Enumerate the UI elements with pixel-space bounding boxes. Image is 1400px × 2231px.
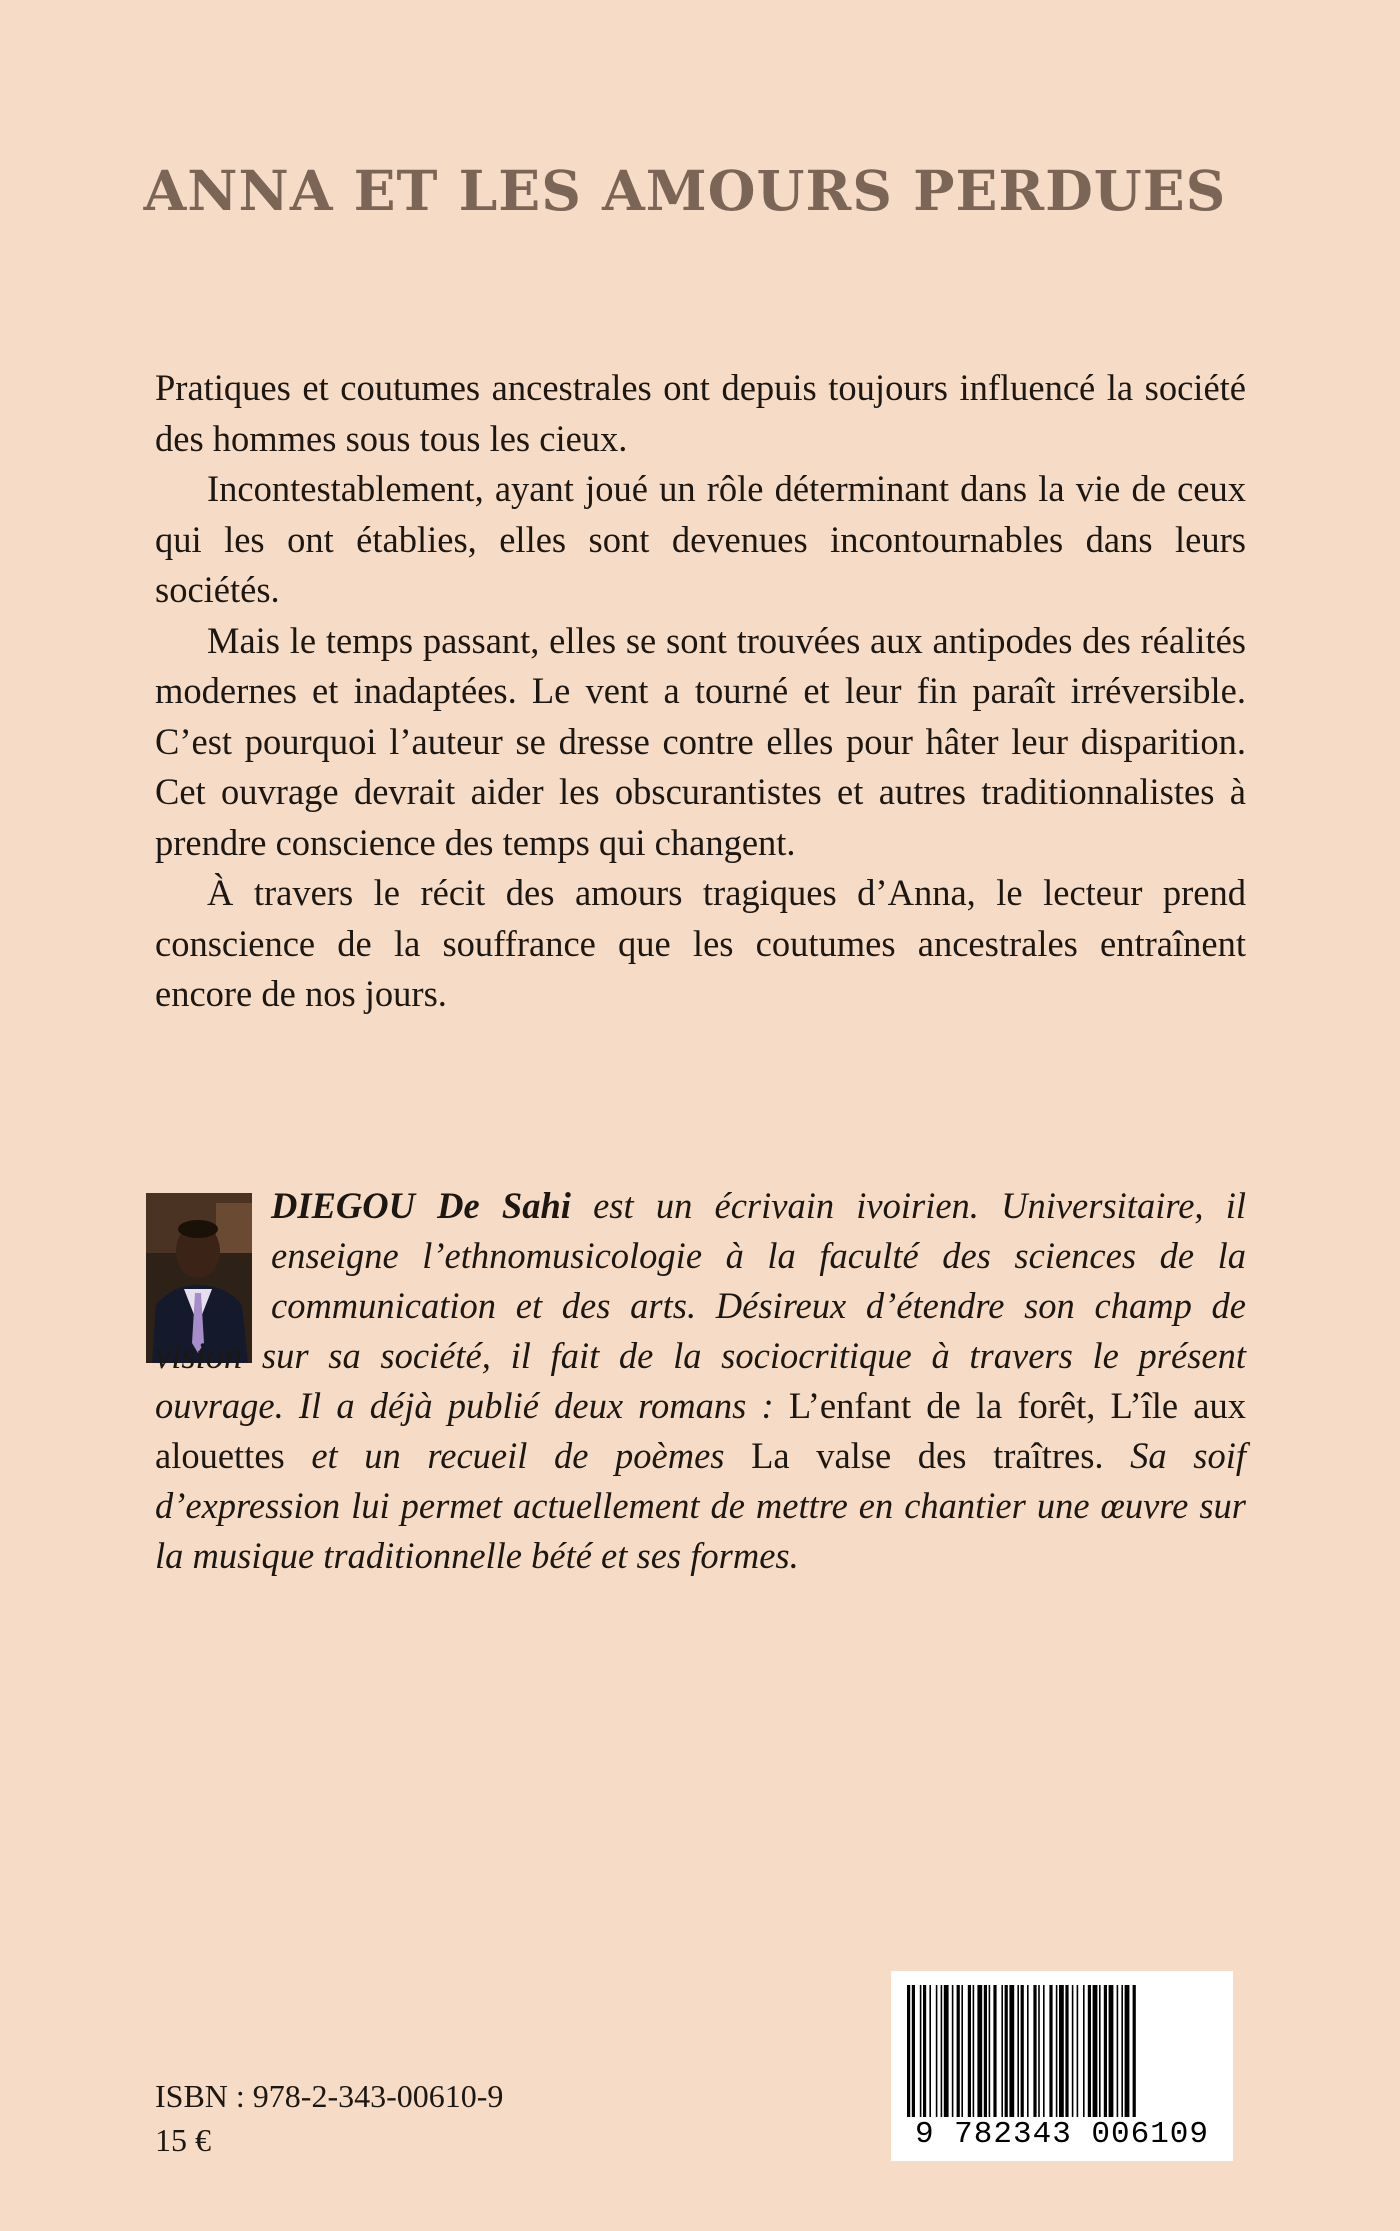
barcode-bar — [984, 1985, 987, 2117]
barcode-bar — [1109, 1985, 1114, 2117]
barcode-bar — [968, 1985, 971, 2117]
synopsis — [155, 363, 1246, 1020]
barcode-bar — [1056, 1985, 1058, 2117]
barcode-bar — [1065, 1985, 1068, 2117]
barcode-bar — [1125, 1985, 1130, 2117]
synopsis-paragraph: Pratiques et coutumes ancestrales ont depuis toujours influencé la société des hommes sous tous les cieux. — [155, 367, 1246, 459]
barcode — [891, 1971, 1233, 2161]
barcode-bar — [1033, 1985, 1036, 2117]
barcode-bar — [944, 1985, 949, 2117]
isbn-label: ISBN : 978-2-343-00610-9 — [155, 2078, 504, 2114]
barcode-bar — [1121, 1985, 1123, 2117]
bio-work-title: L’enfant de la forêt, L’île aux alouettes — [155, 1385, 1246, 1476]
barcode-bar — [1043, 1985, 1045, 2117]
bio-work-title: La valse des traîtres. — [751, 1435, 1104, 1476]
book-title: ANNA ET LES AMOURS PERDUES — [143, 158, 1227, 223]
barcode-bar — [1099, 1985, 1101, 2117]
barcode-bar — [1072, 1985, 1074, 2117]
barcode-bar — [993, 1985, 996, 2117]
bio-text: est un écrivain ivoirien. Universitaire, il enseigne l’ethnomusicologie à la faculté des sciences de la communication et des arts. Désireux d’étendre son champ de vision sur sa société, il fait de la sociocritique à travers le présent ouvrage. Il a déjà publié deux romans : — [155, 1185, 1246, 1426]
barcode-digits: 9 782343 006109 — [914, 2117, 1210, 2152]
synopsis-paragraph: Mais le temps passant, elles se sont trouvées aux antipodes des réalités modernes et inadaptées. Le vent a tourné et leur fin paraît irréversible. C’est pourquoi l’auteur se dresse contre elles pour hâter leur disparition. Cet ouvrage devrait aider les obscurantistes et autres traditionnalistes à prendre conscience des temps qui changent. — [155, 619, 1246, 863]
barcode-bar — [920, 1985, 922, 2117]
barcode-bar — [1027, 1985, 1029, 2117]
barcode-bar — [1088, 1985, 1091, 2117]
author-bio — [155, 1181, 1246, 1581]
barcode-bar — [1133, 1985, 1136, 2117]
synopsis-paragraph: Incontestablement, ayant joué un rôle déterminant dans la vie de ceux qui les ont établies, elles sont devenues incontournables dans leurs sociétés. — [155, 468, 1246, 610]
barcode-bar — [989, 1985, 991, 2117]
barcode-bar — [1093, 1985, 1098, 2117]
barcode-bar — [973, 1985, 975, 2117]
barcode-bar — [907, 1985, 910, 2117]
barcode-bar — [929, 1985, 931, 2117]
barcode-bar — [977, 1985, 982, 2117]
barcode-bar — [1038, 1985, 1040, 2117]
barcode-bar — [912, 1985, 915, 2117]
barcode-bar — [1009, 1985, 1014, 2117]
author-name: DIEGOU De Sahi — [271, 1185, 571, 1226]
barcode-bar — [952, 1985, 954, 2117]
price-label: 15 € — [155, 2122, 211, 2158]
barcode-bar — [923, 1985, 926, 2117]
barcode-icon — [903, 1985, 1221, 2117]
bio-text: et un recueil de poèmes — [284, 1435, 752, 1476]
barcode-bar — [961, 1985, 963, 2117]
barcode-bar — [1021, 1985, 1024, 2117]
barcode-bar — [1049, 1985, 1052, 2117]
barcode-bar — [941, 1985, 943, 2117]
barcode-bar — [1017, 1985, 1019, 2117]
barcode-bar — [957, 1985, 960, 2117]
barcode-bar — [1104, 1985, 1107, 2117]
barcode-bar — [1083, 1985, 1085, 2117]
barcode-bar — [1059, 1985, 1064, 2117]
synopsis-paragraph: À travers le récit des amours tragiques d’Anna, le lecteur prend conscience de la souffrance que les coutumes ancestrales entraînent encore de nos jours. — [155, 872, 1246, 1014]
barcode-bar — [936, 1985, 938, 2117]
barcode-bar — [1001, 1985, 1003, 2117]
barcode-bar — [1077, 1985, 1079, 2117]
barcode-bar — [1117, 1985, 1119, 2117]
barcode-bar — [1005, 1985, 1008, 2117]
bio-text: Sa soif d’expression lui permet actuellement de mettre en chantier une œuvre sur la musique traditionnelle bété et ses formes. — [155, 1435, 1246, 1576]
